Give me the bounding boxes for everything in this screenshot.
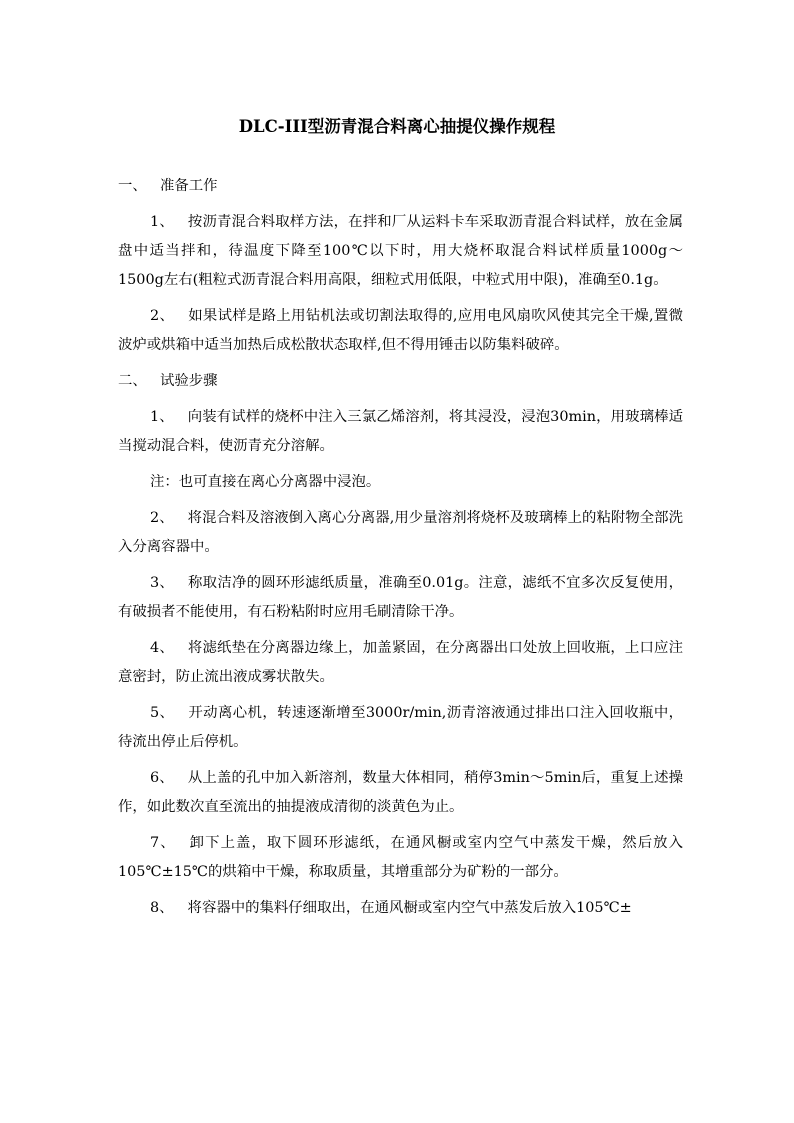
paragraph	[118, 403, 683, 461]
paragraph-number: 3、	[150, 575, 175, 591]
paragraph-text: 按沥青混合料取样方法，在拌和厂从运料卡车采取沥青混合料试样，放在金属盘中适当拌和，待温度下降至100℃以下时，用大烧杯取混合料试样质量1000g～1500g左右(粗粒式沥青混合料用高限，细粒式用低限，中粒式用中限)，准确至0.1g。	[118, 214, 683, 288]
paragraph-number: 4、	[150, 640, 174, 656]
paragraph-text: 从上盖的孔中加入新溶剂，数量大体相同，稍停3min～5min后，重复上述操作，如此数次直至流出的抽提液成清彻的淡黄色为止。	[118, 770, 684, 815]
section-heading-text: 试验步骤	[160, 373, 218, 389]
document-body	[118, 172, 683, 930]
section-heading-text: 准备工作	[160, 178, 218, 194]
paragraph-text: 称取洁净的圆环形滤纸质量，准确至0.01g。注意，滤纸不宜多次反复使用，有破损者不能使用，有石粉粘附时应用毛刷清除干净。	[118, 575, 684, 620]
paragraph-text: 注：也可直接在离心分离器中浸泡。	[150, 474, 381, 490]
paragraph-text: 将混合料及溶液倒入离心分离器,用少量溶剂将烧杯及玻璃棒上的粘附物全部洗入分离容器中。	[118, 510, 684, 555]
paragraph	[118, 764, 683, 822]
paragraph-number: 2、	[150, 308, 175, 324]
paragraph	[118, 894, 683, 923]
section-number: 二、	[118, 373, 147, 389]
paragraph	[118, 634, 683, 692]
paragraph-number: 6、	[150, 770, 174, 786]
paragraph-text: 将容器中的集料仔细取出，在通风橱或室内空气中蒸发后放入105℃±	[187, 900, 632, 916]
paragraph-text: 向装有试样的烧杯中注入三氯乙烯溶剂，将其浸没，浸泡30min，用玻璃棒适当搅动混合料，使沥青充分溶解。	[118, 409, 683, 454]
paragraph	[118, 699, 683, 757]
section-heading-preparation	[118, 172, 683, 201]
paragraph-text: 卸下上盖，取下圆环形滤纸，在通风橱或室内空气中蒸发干燥，然后放入105℃±15℃的烘箱中干燥，称取质量，其增重部分为矿粉的一部分。	[118, 835, 683, 880]
paragraph-number: 1、	[150, 214, 174, 230]
paragraph-text: 开动离心机，转速逐渐增至3000r/min,沥青溶液通过排出口注入回收瓶中，待流出停止后停机。	[118, 705, 683, 750]
paragraph-text: 将滤纸垫在分离器边缘上，加盖紧固，在分离器出口处放上回收瓶，上口应注意密封，防止流出液成雾状散失。	[118, 640, 683, 685]
section-number: 一、	[118, 178, 147, 194]
paragraph-number: 2、	[150, 510, 174, 526]
note-paragraph	[118, 468, 683, 497]
paragraph	[118, 302, 683, 360]
paragraph-number: 5、	[150, 705, 175, 721]
paragraph-number: 8、	[150, 900, 174, 916]
paragraph	[118, 569, 683, 627]
section-heading-test-steps	[118, 367, 683, 396]
paragraph	[118, 504, 683, 562]
paragraph-number: 7、	[150, 835, 176, 851]
paragraph-number: 1、	[150, 409, 174, 425]
paragraph	[118, 829, 683, 887]
paragraph-text: 如果试样是路上用钻机法或切割法取得的,应用电风扇吹风使其完全干燥,置微波炉或烘箱中适当加热后成松散状态取样,但不得用锤击以防集料破碎。	[118, 308, 684, 353]
document-title: DLC-III型沥青混合料离心抽提仪操作规程	[238, 117, 556, 136]
paragraph	[118, 208, 683, 295]
